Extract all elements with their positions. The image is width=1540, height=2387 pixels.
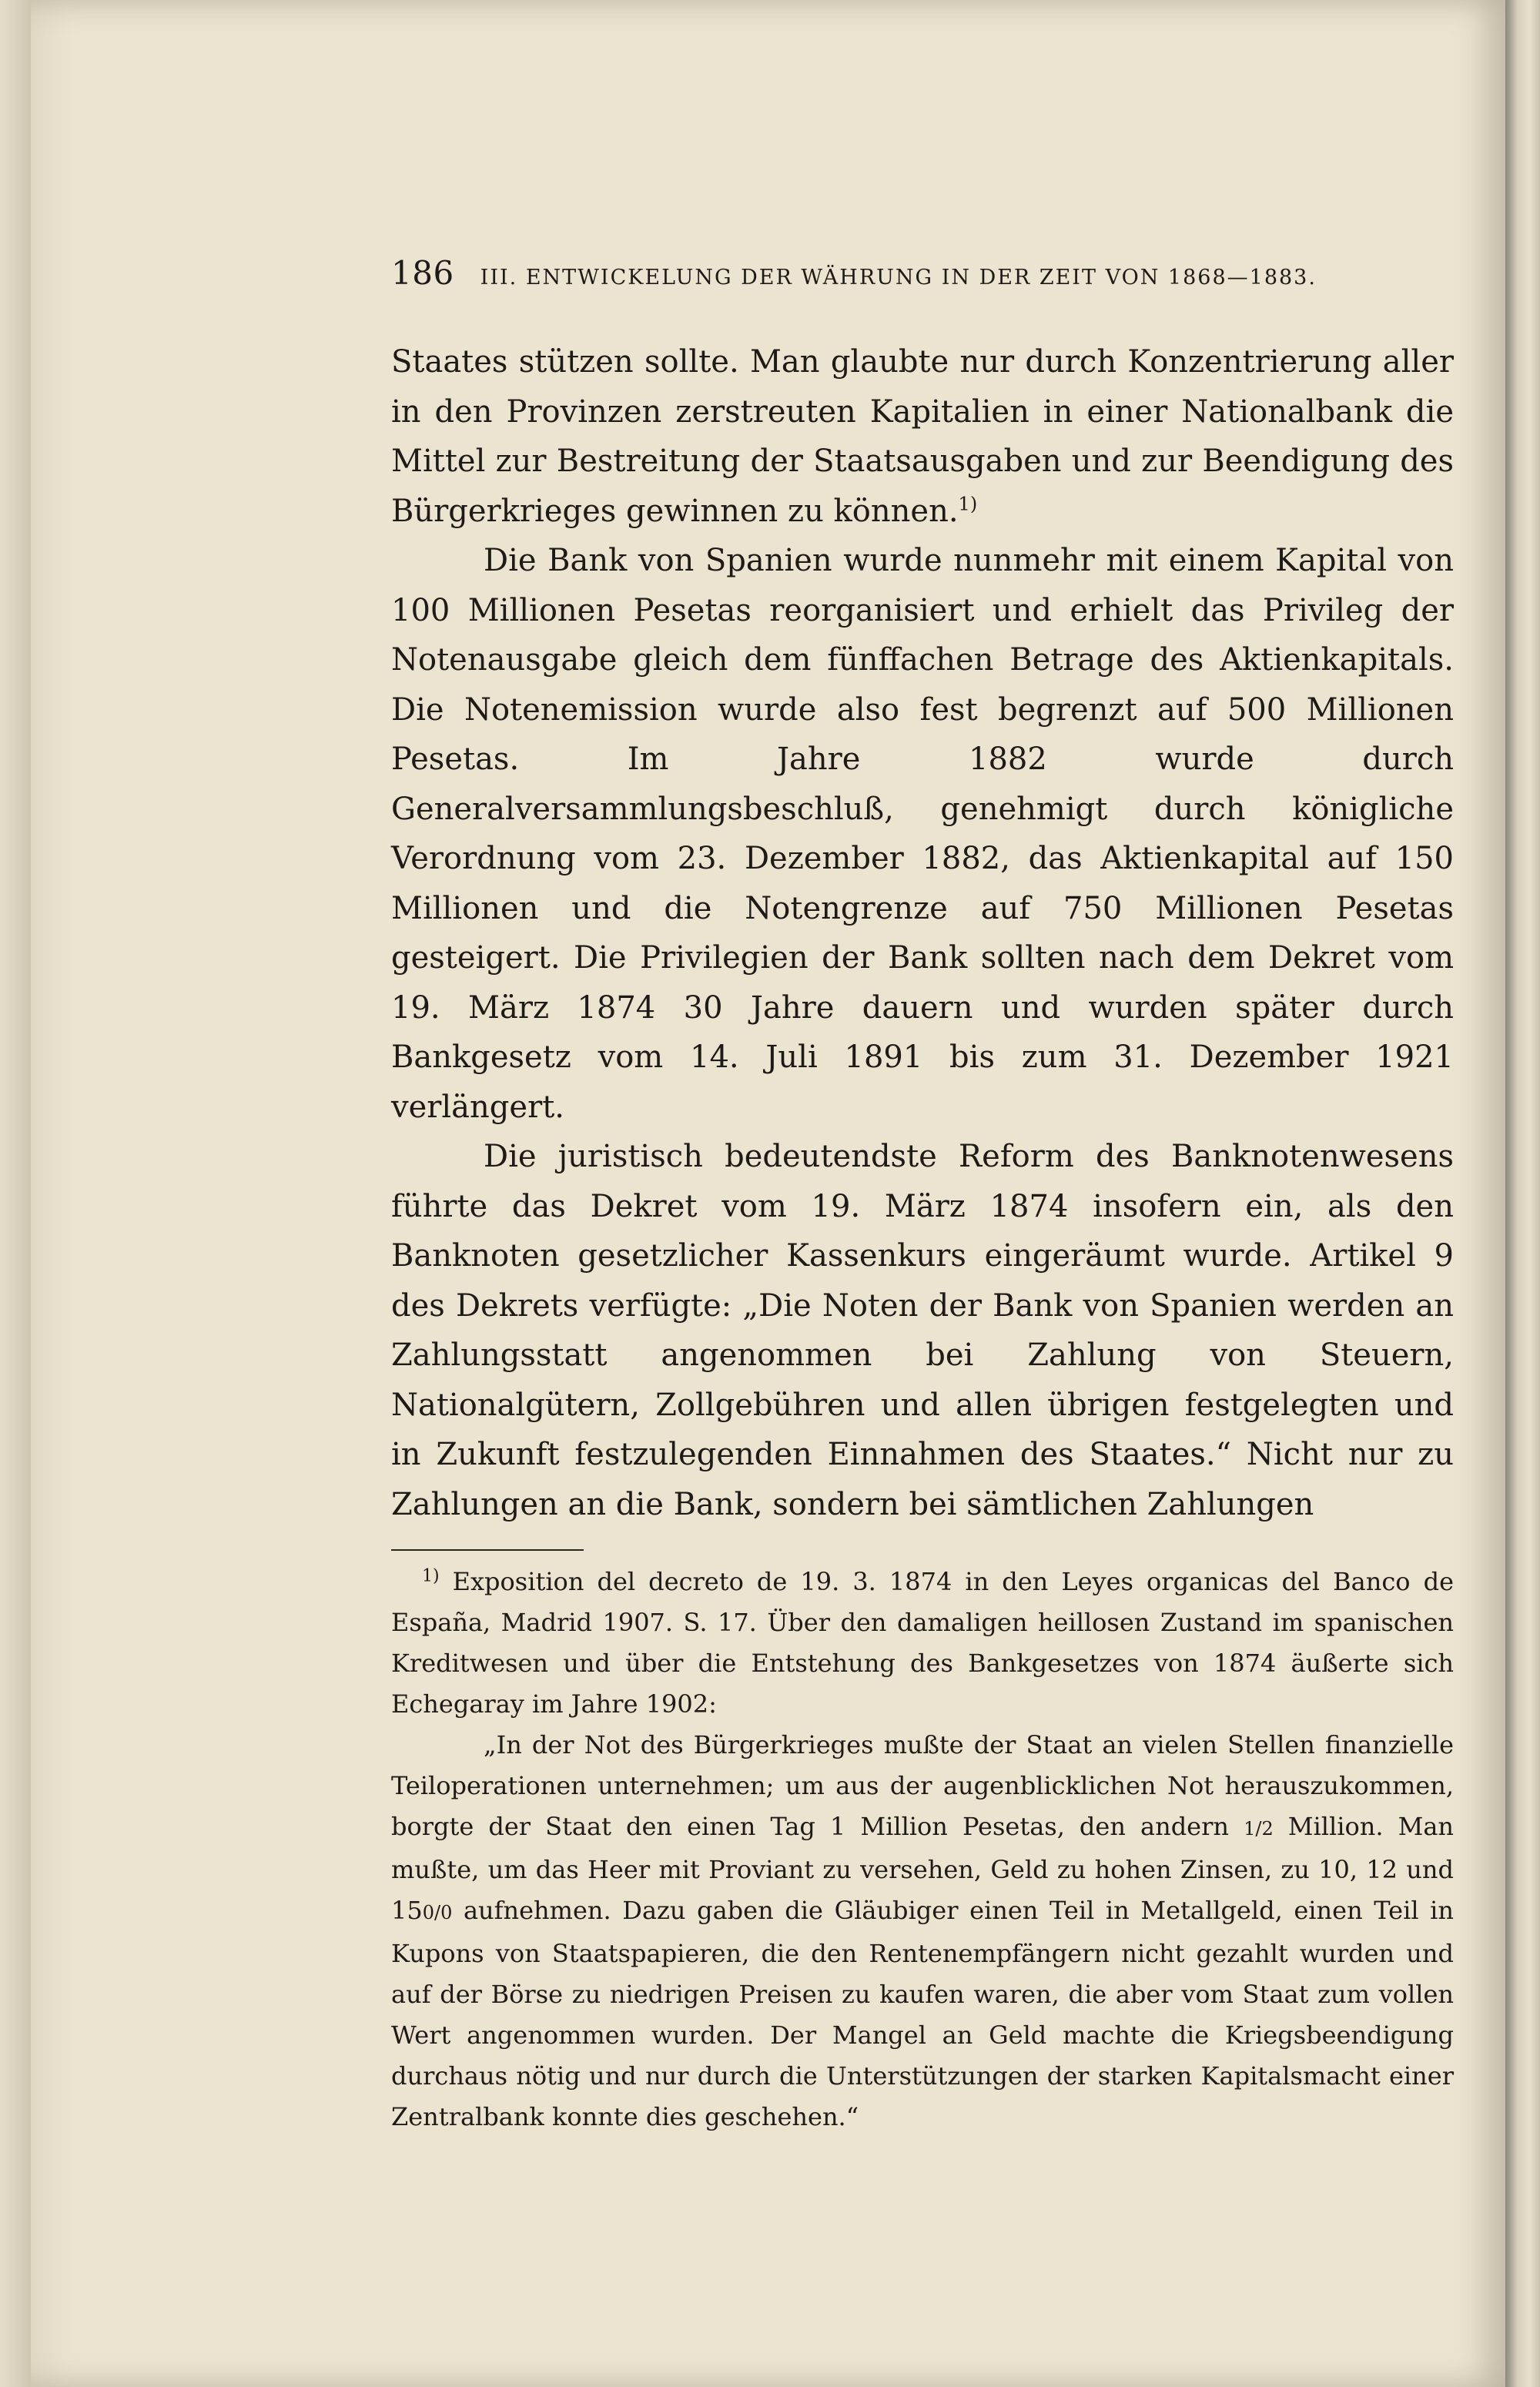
paragraph-text: Staates stützen sollte. Man glaubte nur durch Konzentrierung aller in den Provinzen zerstreuten Kapitalien in einer Nationalbank die Mittel zur Bestreitung der Staatsausgaben und zur Beendigung des Bürgerkrieges gewinnen zu können. (391, 344, 1454, 529)
page-number: 186 (391, 254, 454, 292)
chapter-header: III. ENTWICKELUNG DER WÄHRUNG IN DER ZEIT VON 1868—1883. (480, 266, 1317, 290)
paragraph: Die juristisch bedeutendste Reform des Banknotenwesens führte das Dekret vom 19. März 1874 insofern ein, als den Banknoten gesetzlicher Kassenkurs eingeräumt wurde. Artikel 9 des Dekrets verfügte: „Die Noten der Bank von Spanien werden an Zahlungsstatt angenommen bei Zahlung von Steuern, Nationalgütern, Zollgebühren und allen übrigen festgelegten und in Zukunft festzulegenden Einnahmen des Staates.“ Nicht nur zu Zahlungen an die Bank, sondern bei sämtlichen Zahlungen (391, 1139, 1454, 1522)
percent-sign: 0/0 (422, 1902, 453, 1923)
running-header (391, 254, 1454, 308)
footnote-marker: 1) (422, 1566, 440, 1586)
footnote-separator (391, 1549, 584, 1551)
scan-left-margin (0, 0, 31, 2387)
paragraph: Die Bank von Spanien wurde nunmehr mit einem Kapital von 100 Millionen Pesetas reorganisiert und erhielt das Privileg der Notenausgabe gleich dem fünffachen Betrage des Aktienkapitals. Die Notenemission wurde also fest begrenzt auf 500 Millionen Pesetas. Im Jahre 1882 wurde durch Generalversammlungsbeschluß, genehmigt durch königliche Verordnung vom 23. Dezember 1882, das Aktienkapital auf 150 Millionen und die Notengrenze auf 750 Millionen Pesetas gesteigert. Die Privilegien der Bank sollten nach dem Dekret vom 19. März 1874 30 Jahre dauern und wurden später durch Bankgesetz vom 14. Juli 1891 bis zum 31. Dezember 1921 verlängert. (391, 543, 1454, 1125)
paragraph (391, 337, 1454, 536)
quote-text: Million. Man mußte, um das Heer mit Proviant zu versehen, Geld zu hohen Zinsen, zu 10, 12 und 15 (391, 1812, 1455, 1925)
book-page-edge (1505, 0, 1540, 2387)
main-text (391, 337, 1454, 1529)
quote-text: aufnehmen. Dazu gaben die Gläubiger einen Teil in Metallgeld, einen Teil in Kupons von Staatspapieren, die den Rentenempfängern nicht gezahlt wurden und auf der Börse zu niedrigen Preisen zu kaufen waren, die aber vom Staat zum vollen Wert angenommen wurden. Der Mangel an Geld machte die Kriegsbeendigung durchaus nötig und nur durch die Unterstützungen der starken Kapitalsmacht einer Zentralbank konnte dies geschehen.“ (391, 1896, 1455, 2131)
quote-text: „In der Not des Bürgerkrieges mußte der Staat an vielen Stellen finanzielle Teiloperationen unternehmen; um aus der augenblicklichen Not herauszukommen, borgte der Staat den einen Tag 1 Million Pesetas, den andern (391, 1730, 1454, 1841)
footnote-reference: 1) (958, 493, 978, 515)
footnote-text: Exposition del decreto de 19. 3. 1874 in den Leyes organicas del Banco de España, Madrid 1907. S. 17. Über den damaligen heillosen Zustand im spanischen Kreditwesen und über die Entstehung des Bankgesetzes von 1874 äußerte sich Echegaray im Jahre 1902: (391, 1567, 1455, 1719)
footnotes (391, 1562, 1454, 2138)
footnote (391, 1562, 1454, 1725)
page-text-block (391, 254, 1454, 2138)
footnote-quote (391, 1725, 1454, 2138)
fraction: 1/2 (1244, 1818, 1274, 1840)
